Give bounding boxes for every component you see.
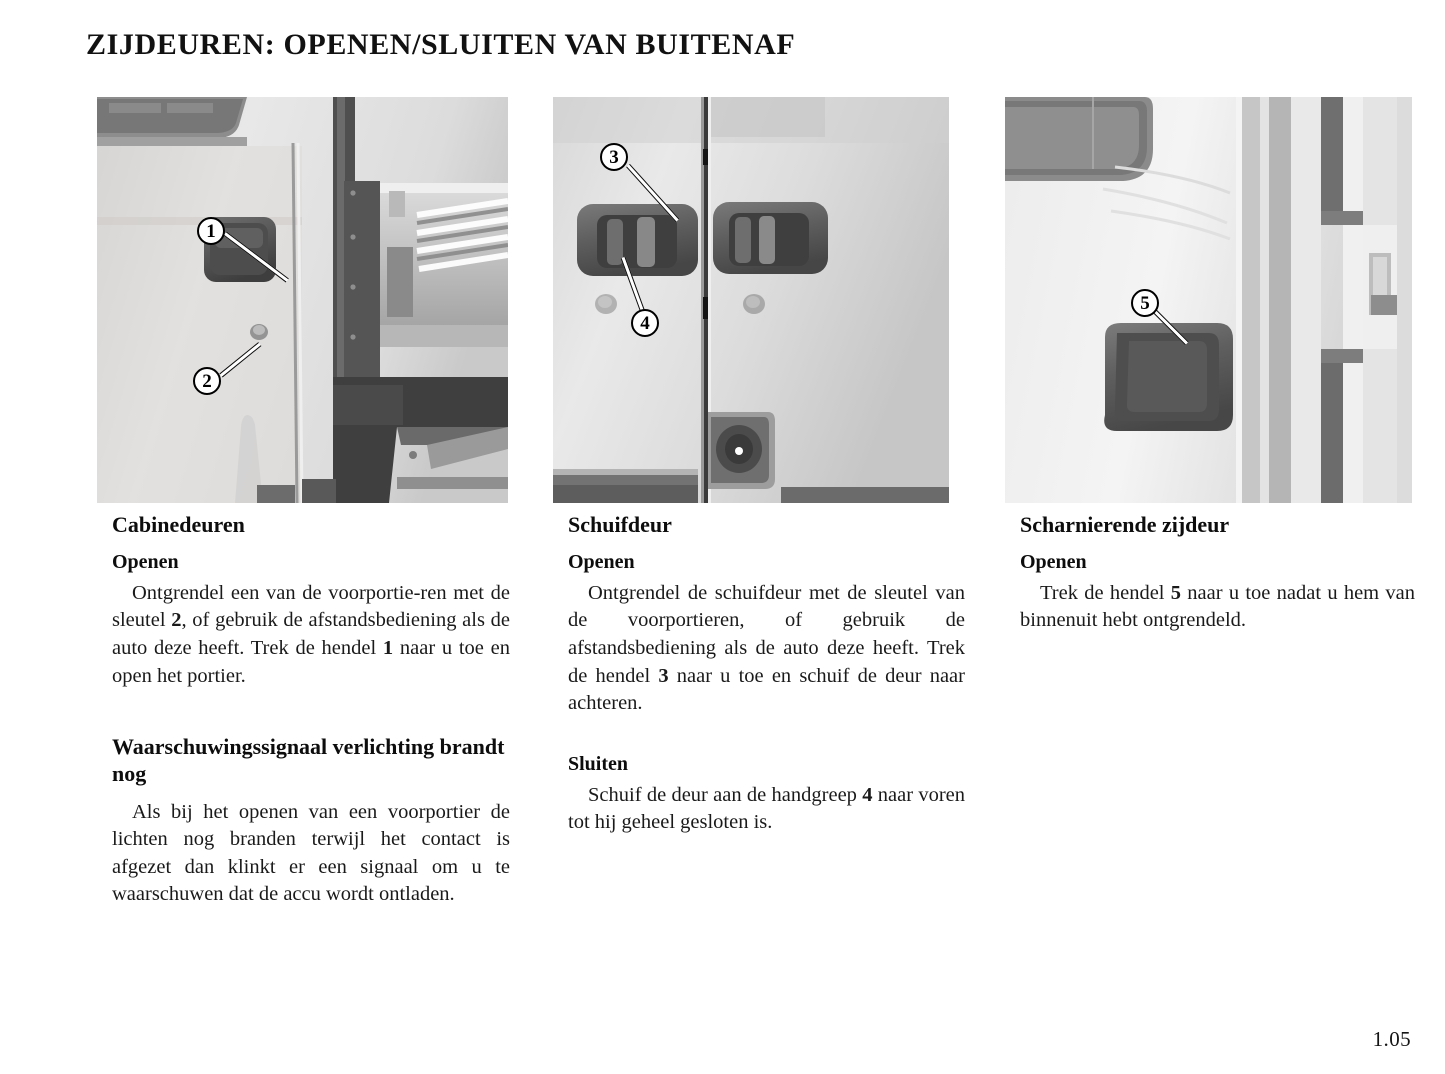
callout-3: 3 — [600, 143, 628, 171]
text-openen-schuifdeur-b: naar u toe en schuif de deur naar achteren. — [568, 664, 965, 715]
section-spacer — [568, 718, 965, 752]
subheading-openen-cab: Openen — [112, 550, 179, 573]
page-title: ZIJDEUREN: OPENEN/SLUITEN VAN BUITENAF — [86, 28, 796, 61]
section-spacer — [112, 690, 510, 734]
subheading-sluiten: Sluiten — [568, 752, 629, 775]
paragraph-openen-schuifdeur — [568, 580, 965, 718]
heading-waarschuwingssignaal: Waarschuwingssignaal verlichting brandt nog — [112, 734, 505, 786]
figure-row — [0, 97, 1445, 505]
page-number: 1.05 — [1372, 1027, 1411, 1051]
text-sluiten-a: Schuif de deur aan de handgreep — [588, 783, 863, 806]
cab-door-illustration — [97, 97, 508, 503]
column-schuifdeur — [568, 512, 965, 837]
text-sluiten-b: naar voren tot hij geheel gesloten is. — [568, 783, 966, 834]
subheading-openen-zijdeur: Openen — [1020, 550, 1087, 573]
ref-4: 4 — [862, 783, 873, 806]
text-openen-zijdeur-a: Trek de hendel — [1040, 581, 1171, 604]
text-openen-zijdeur-b: naar u toe nadat u hem van binnenuit hebt ontgrendeld. — [1020, 581, 1415, 632]
sliding-door-photo — [553, 97, 949, 503]
hinged-side-door-photo — [1005, 97, 1412, 503]
heading-schuifdeur: Schuifdeur — [568, 512, 672, 537]
paragraph-openen-cab — [112, 580, 510, 690]
text-openen-schuifdeur-a: Ontgrendel de schuifdeur met de sleutel van de voorportieren, of gebruik de afstandsbediening als de auto deze heeft. Trek de hendel — [568, 581, 965, 687]
column-cabinedeuren — [112, 512, 510, 909]
callout-2: 2 — [193, 367, 221, 395]
callout-5: 5 — [1131, 289, 1159, 317]
text-openen-cab-a: Ontgrendel een van de voorportie‑ren met de sleutel — [112, 581, 510, 632]
callout-1: 1 — [197, 217, 225, 245]
ref-3: 3 — [658, 664, 669, 687]
hinged-side-door-photo-image — [1005, 97, 1412, 503]
subheading-openen-schuifdeur: Openen — [568, 550, 635, 573]
callout-4: 4 — [631, 309, 659, 337]
paragraph-openen-zijdeur — [1020, 580, 1415, 635]
heading-scharnierende-zijdeur: Scharnierende zijdeur — [1020, 512, 1230, 537]
column-scharnierende-zijdeur — [1020, 512, 1415, 635]
ref-2: 2 — [171, 609, 182, 632]
heading-cabinedeuren: Cabinedeuren — [112, 512, 245, 537]
ref-5: 5 — [1170, 581, 1182, 604]
text-openen-cab-b: , of gebruik de afstandsbediening als de auto deze heeft. Trek de hendel — [112, 609, 510, 659]
cab-door-photo — [97, 97, 508, 503]
text-openen-cab-c: naar u toe en open het portier. — [112, 636, 510, 687]
paragraph-sluiten — [568, 782, 965, 837]
hinged-door-illustration — [1005, 97, 1412, 503]
ref-1: 1 — [382, 636, 394, 659]
paragraph-waarschuwingssignaal: Als bij het openen van een voorportier de lichten nog branden terwijl het contact is afgezet dan klinkt er een signaal om u te waarschuwen dat de accu wordt ontladen. — [112, 800, 510, 906]
cab-door-photo-image — [97, 97, 508, 503]
